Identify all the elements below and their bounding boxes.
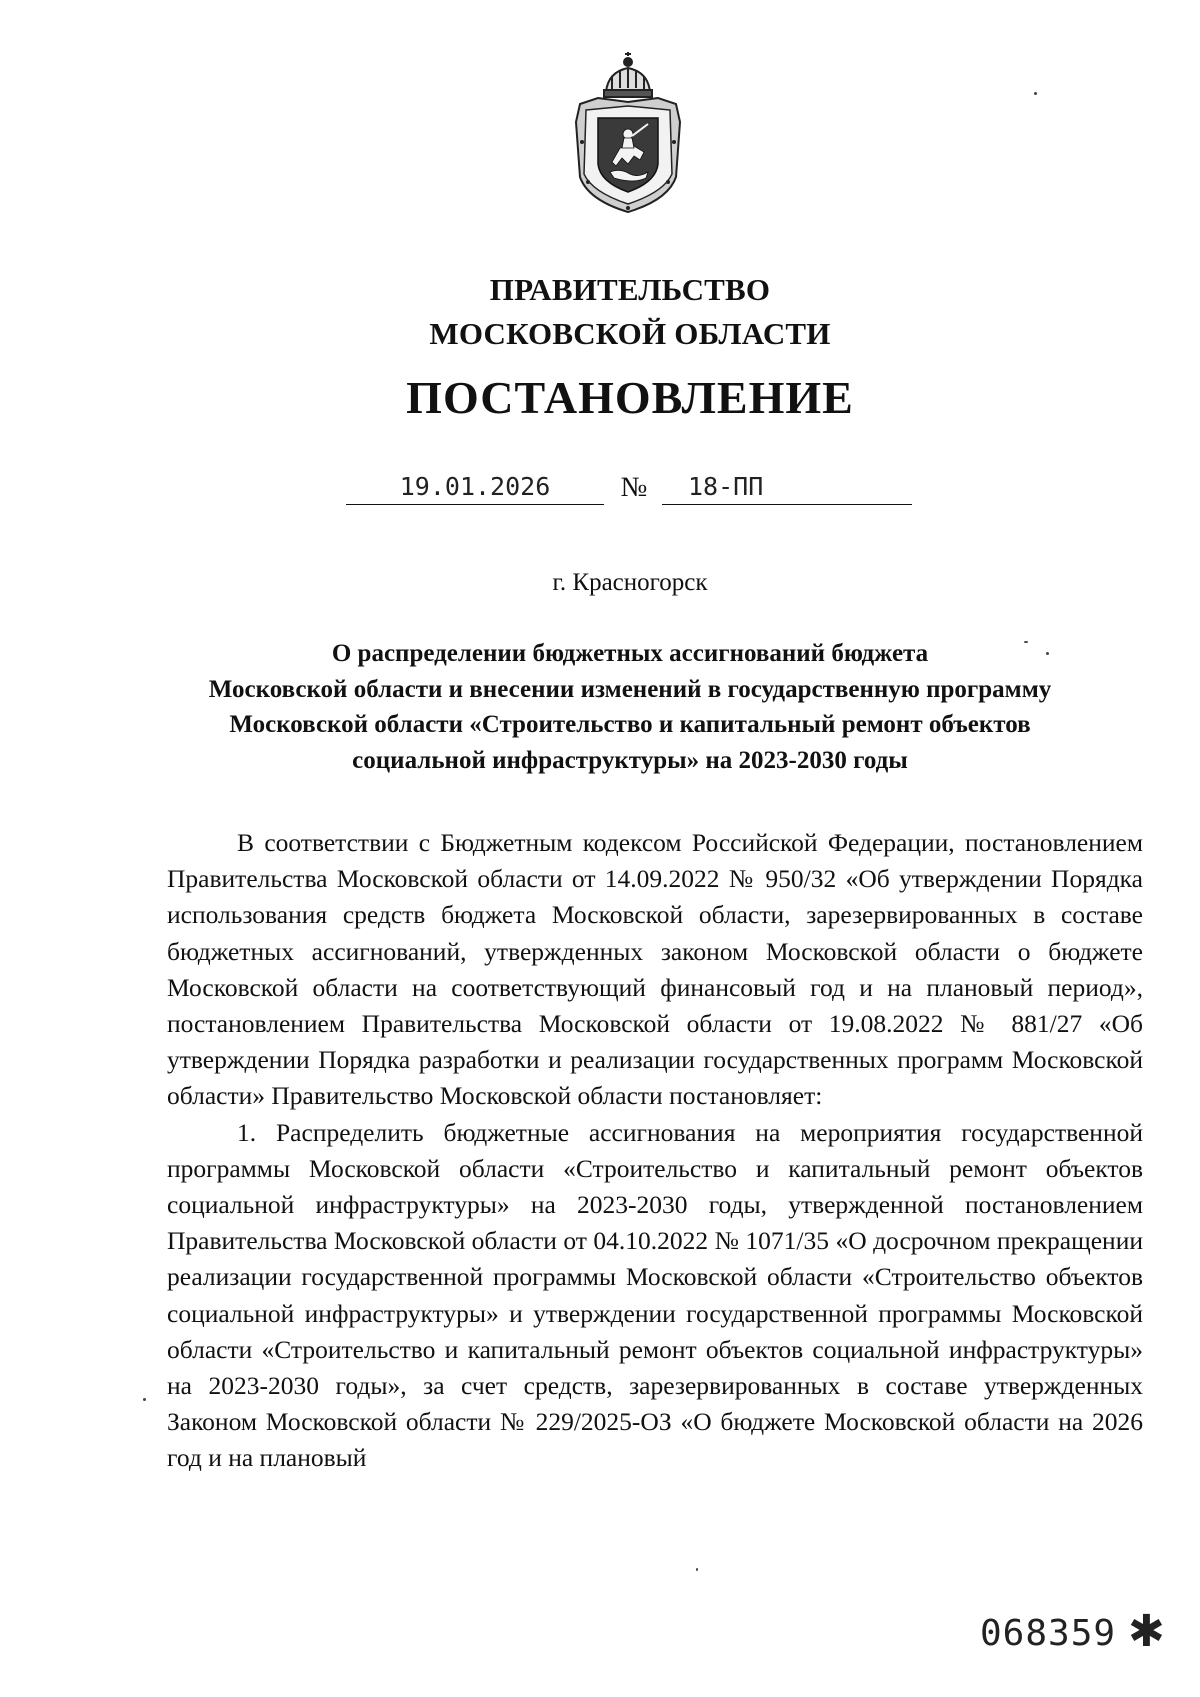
serial-mark-icon: ✱	[1128, 1606, 1165, 1657]
coat-of-arms-icon	[568, 52, 688, 217]
organization-line-1: ПРАВИТЕЛЬСТВО	[489, 272, 771, 307]
document-body	[167, 825, 1143, 1477]
document-date: 19.01.2026	[346, 470, 604, 505]
city-label: г. Красногорск	[552, 569, 708, 596]
subject-line-4: социальной инфраструктуры» на 2023-2030 годы	[352, 746, 908, 774]
document-type-title: ПОСТАНОВЛЕНИЕ	[406, 372, 854, 423]
scan-speck	[1046, 652, 1049, 655]
subject-line-3: Московской области «Строительство и капитальный ремонт объектов	[229, 711, 1031, 738]
serial-number: 068359	[980, 1613, 1117, 1654]
preamble-paragraph: В соответствии с Бюджетным кодексом Российской Федерации, постановлением Правительства Московской области от 14.09.2022 № 950/32 «Об утверждении Порядка использования средств бюджета Московской области, зарезервированных в составе бюджетных ассигнований, утвержденных законом Московской области о бюджете Московской области на соответствующий финансовый год и на плановый период», постановлением Правительства Московской области от 19.08.2022 № 881/27 «Об утверждении Порядка разработки и реализации государственных программ Московской области» Правительство Московской области постановляет:	[167, 828, 1143, 1111]
subject-line-1: О распределении бюджетных ассигнований бюджета	[331, 640, 929, 667]
item-1-paragraph: 1. Распределить бюджетные ассигнования на мероприятия государственной программы Московской области «Строительство и капитальный ремонт объектов социальной инфраструктуры» на 2023-2030 годы, утвержденной постановлением Правительства Московской области от 04.10.2022 № 1071/35 «О досрочном прекращении реализации государственной программы Московской области «Строительство объектов социальной инфраструктуры» и утверждении государственной программы Московской области «Строительство и капитальный ремонт объектов социальной инфраструктуры» на 2023-2030 годы», за счет средств, зарезервированных в составе утвержденных Законом Московской области № 229/2025-ОЗ «О бюджете Московской области на 2026 год и на плановый	[167, 1117, 1143, 1473]
scan-speck	[1024, 641, 1028, 643]
registration-line	[346, 470, 912, 506]
number-sign: №	[620, 472, 648, 503]
organization-heading	[0, 268, 1200, 356]
document-number: 18-ПП	[662, 470, 912, 505]
subject-line-2: Московской области и внесении изменений в государственную программу	[208, 675, 1052, 703]
scan-speck	[1034, 92, 1037, 95]
document-subject	[150, 636, 1110, 778]
scan-speck	[143, 1398, 146, 1401]
organization-line-2: МОСКОВСКОЙ ОБЛАСТИ	[429, 316, 831, 351]
scan-speck	[696, 1568, 698, 1571]
